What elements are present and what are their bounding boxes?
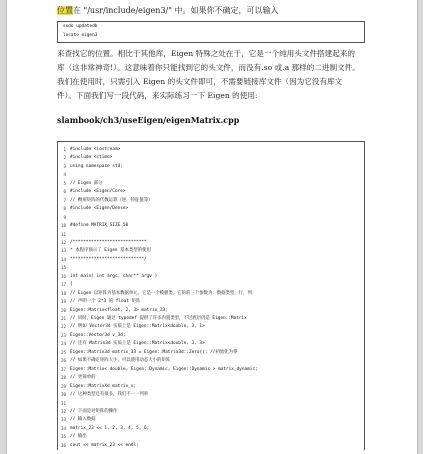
- line-number: 33: [60, 417, 66, 423]
- code-text: using namespace std;: [70, 163, 123, 169]
- line-number: 24: [60, 341, 66, 347]
- line-number: 27: [60, 366, 66, 372]
- code-text: sudo updatedb: [63, 24, 98, 29]
- code-text: // 更简单的: [70, 375, 96, 381]
- code-text: locate eigen3: [63, 33, 98, 38]
- line-number: 18: [60, 290, 66, 296]
- body-paragraph: [57, 47, 367, 103]
- code-text: // 声明一个 2*3 的 float 矩阵: [70, 299, 141, 305]
- code-text: Eigen::Vector3d v_3d;: [70, 332, 126, 338]
- code-text: int main( int argc, char** argv ): [70, 273, 158, 279]
- line-number: 4: [63, 172, 66, 178]
- code-text: #include <Eigen/Dense>: [70, 206, 129, 212]
- line-number: 21: [60, 316, 66, 321]
- code-text: // 如果不确定矩阵大小，可以使用动态大小的矩阵: [70, 358, 171, 364]
- code-text: #define MATRIX_SIZE 50: [70, 223, 129, 229]
- code-text: Eigen::Matrix< double, Eigen::Dynamic, Eigen::Dynamic > matrix_dynamic;: [70, 366, 258, 372]
- line-number: 32: [60, 408, 66, 414]
- line-number: 16: [60, 273, 66, 279]
- code-text: * 本程序演示了 Eigen 基本类型的使用: [70, 248, 151, 254]
- paragraph-line: 件）。下面我们写一段代码，来实际练习一下 Eigen 的使用:: [57, 91, 258, 100]
- line-number: 25: [60, 349, 66, 355]
- code-text: Eigen::Matrix<float, 2, 3> matrix_23;: [70, 307, 168, 313]
- line-number: 36: [60, 442, 66, 448]
- line-number: 9: [63, 214, 66, 220]
- line-number: 12: [60, 239, 66, 245]
- code-text: // 稠密矩阵的代数运算（逆，特征值等）: [70, 197, 153, 203]
- line-number: 35: [60, 434, 66, 440]
- line-number: 17: [60, 282, 66, 288]
- code-text: #include <iostream>: [70, 147, 121, 152]
- line-number: 7: [63, 197, 66, 203]
- code-text: // 这种类型还有很多，我们不一一列举: [70, 392, 149, 398]
- file-heading: slambook/ch3/useEigen/eigenMatrix.cpp: [57, 115, 240, 125]
- line-number: 22: [60, 324, 66, 330]
- line-number: 26: [60, 358, 66, 364]
- line-number: 5: [63, 180, 66, 186]
- line-number: 34: [60, 425, 66, 431]
- line-number: 20: [60, 307, 66, 313]
- code-text: // Eigen 部分: [70, 180, 103, 186]
- line-number: 6: [63, 189, 66, 195]
- line-number: 31: [60, 400, 66, 406]
- command-code-block: [57, 21, 365, 43]
- code-text: Eigen::Matrix3d matrix_33 = Eigen::Matrix3d::Zero(); //初始化为零: [70, 349, 238, 355]
- code-text: ****************************/: [70, 256, 147, 262]
- code-text: Eigen::MatrixXd matrix_x;: [70, 383, 137, 389]
- code-text: // 输出: [70, 434, 87, 440]
- code-text: cout << matrix_23 << endl;: [70, 442, 139, 448]
- source-code-block: [57, 141, 365, 450]
- paragraph-line: 库（这非常神奇!）。这意味着你只能找到它的头文件，而没有.so 或.a 那样的二进制文件。: [57, 63, 360, 72]
- line-number: 30: [60, 392, 66, 398]
- code-text: // 还有 Matrix3d 实质上是 Eigen::Matrix<double, 3, 3>: [70, 341, 205, 347]
- line-number: 1: [63, 147, 66, 152]
- code-text: #include <Eigen/Core>: [70, 189, 126, 195]
- line-number: 11: [60, 231, 66, 237]
- code-text: // 同时，Eigen 通过 typedef 提供了许多内置类型，不过底层仍是 Eigen::Matrix: [70, 316, 247, 321]
- code-text: {: [70, 282, 73, 288]
- document-page: [6, 0, 418, 454]
- code-text: // 下面是对矩阵的操作: [70, 408, 118, 414]
- line-number: 8: [63, 206, 66, 212]
- code-text: /****************************: [70, 239, 147, 245]
- line-number: 2: [63, 155, 66, 161]
- line-number: 19: [60, 299, 66, 305]
- highlighted-text: 位置: [57, 6, 73, 15]
- lead-text: 在 "/usr/include/eigen3/" 中。如果你不确定，可以输入: [73, 6, 279, 15]
- code-text: // Eigen 以矩阵为基本数据单元。它是一个模板类。它的前三个参数为：数据类型，行，列: [70, 290, 252, 296]
- paragraph-line: 来查找它的位置。相比于其他库，Eigen 特殊之处在于，它是一个纯用头文件搭建起来的: [57, 49, 356, 58]
- line-number: 15: [60, 265, 66, 271]
- line-number: 29: [60, 383, 66, 389]
- line-number: 3: [63, 163, 66, 169]
- line-number: 28: [60, 375, 66, 381]
- code-text: matrix_23 << 1, 2, 3, 4, 5, 6;: [70, 425, 150, 431]
- line-number: 14: [60, 256, 66, 262]
- lead-sentence: [57, 5, 278, 16]
- line-number: 10: [60, 223, 66, 229]
- code-text: // 例如 Vector3d 实质上是 Eigen::Matrix<double, 3, 1>: [70, 324, 205, 330]
- line-number: 23: [60, 332, 66, 338]
- code-text: // 输入数据: [70, 417, 96, 423]
- code-text: #include <ctime>: [70, 155, 113, 161]
- paragraph-line: 我们在使用时，只需引入 Eigen 的头文件即可，不需要链接库文件（因为它没有库文: [57, 77, 343, 86]
- line-number: 13: [60, 248, 66, 254]
